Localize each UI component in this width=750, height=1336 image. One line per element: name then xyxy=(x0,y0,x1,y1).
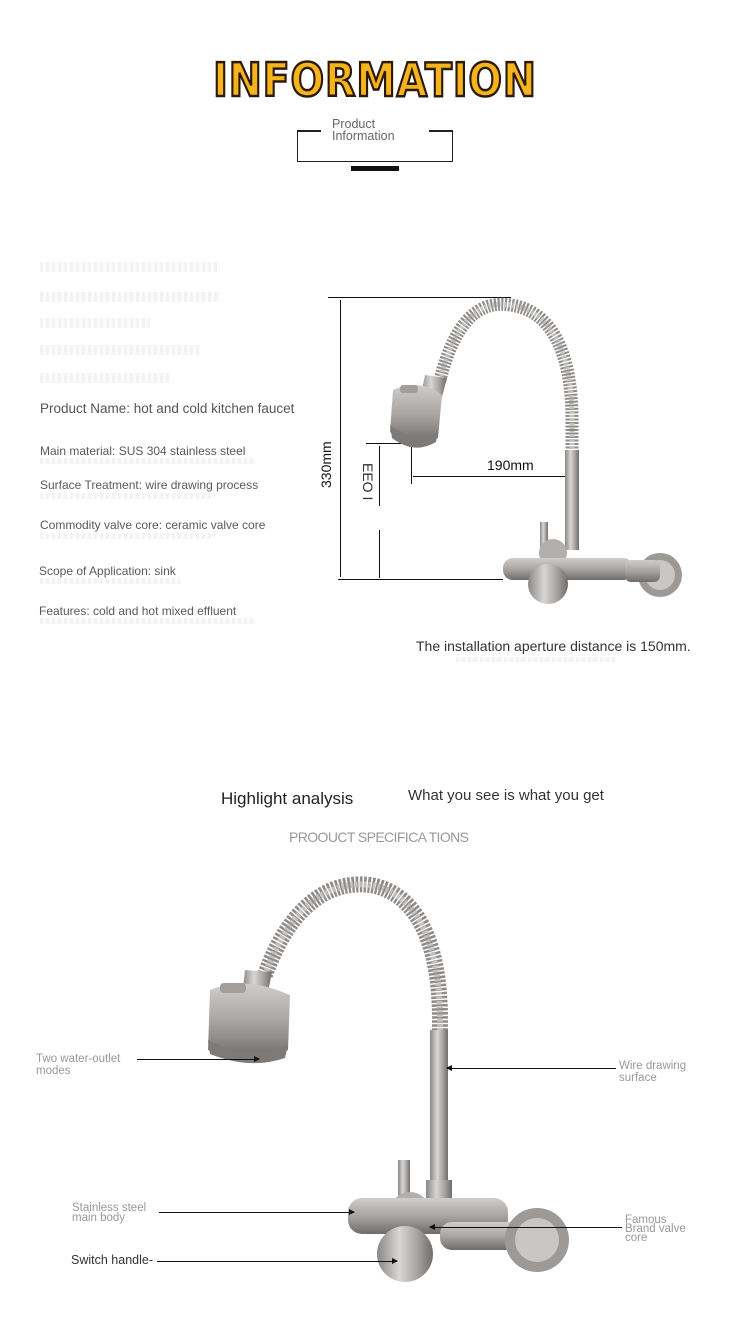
callout-wire-drawing: Wire drawing surface xyxy=(619,1060,687,1084)
height-label: 330mm xyxy=(318,441,334,488)
highlight-subtitle: What you see is what you get xyxy=(408,787,604,804)
spec-product-name: Product Name: hot and cold kitchen faucet xyxy=(40,401,295,416)
page-title: INFORMATION xyxy=(213,53,537,107)
spec-item: Scope of Application: sink xyxy=(39,564,176,578)
subtitle-line-1: Product xyxy=(332,117,376,131)
spec-item: Main material: SUS 304 stainless steel xyxy=(40,444,246,458)
highlight-title: Highlight analysis xyxy=(221,789,354,808)
callout-valve-core: Famous Brand valve core xyxy=(625,1214,686,1244)
callout-outlet-modes: Two water-outlet modes xyxy=(36,1053,121,1077)
spec-item: Features: cold and hot mixed effluent xyxy=(39,604,237,618)
product-specifications-label: PROOUCT SPECIFICA TIONS xyxy=(289,829,469,845)
spout-height-label: EEO I xyxy=(360,463,376,501)
callout-arrow-valve xyxy=(430,1227,622,1228)
subtitle-line-2: Information xyxy=(332,129,395,143)
callout-arrow-body xyxy=(159,1212,354,1213)
reach-label: 190mm xyxy=(487,457,534,473)
spec-item: Commodity valve core: ceramic valve core xyxy=(40,518,266,532)
callout-arrow-outlet xyxy=(137,1059,259,1060)
callout-switch-handle: Switch handle- xyxy=(71,1253,153,1267)
callout-arrow-surface xyxy=(447,1068,616,1069)
spec-item: Surface Treatment: wire drawing process xyxy=(40,478,259,492)
installation-note: The installation aperture distance is 150mm. xyxy=(416,638,691,654)
callout-main-body: Stainless steel main body xyxy=(72,1202,147,1224)
callout-arrow-handle xyxy=(157,1261,397,1262)
